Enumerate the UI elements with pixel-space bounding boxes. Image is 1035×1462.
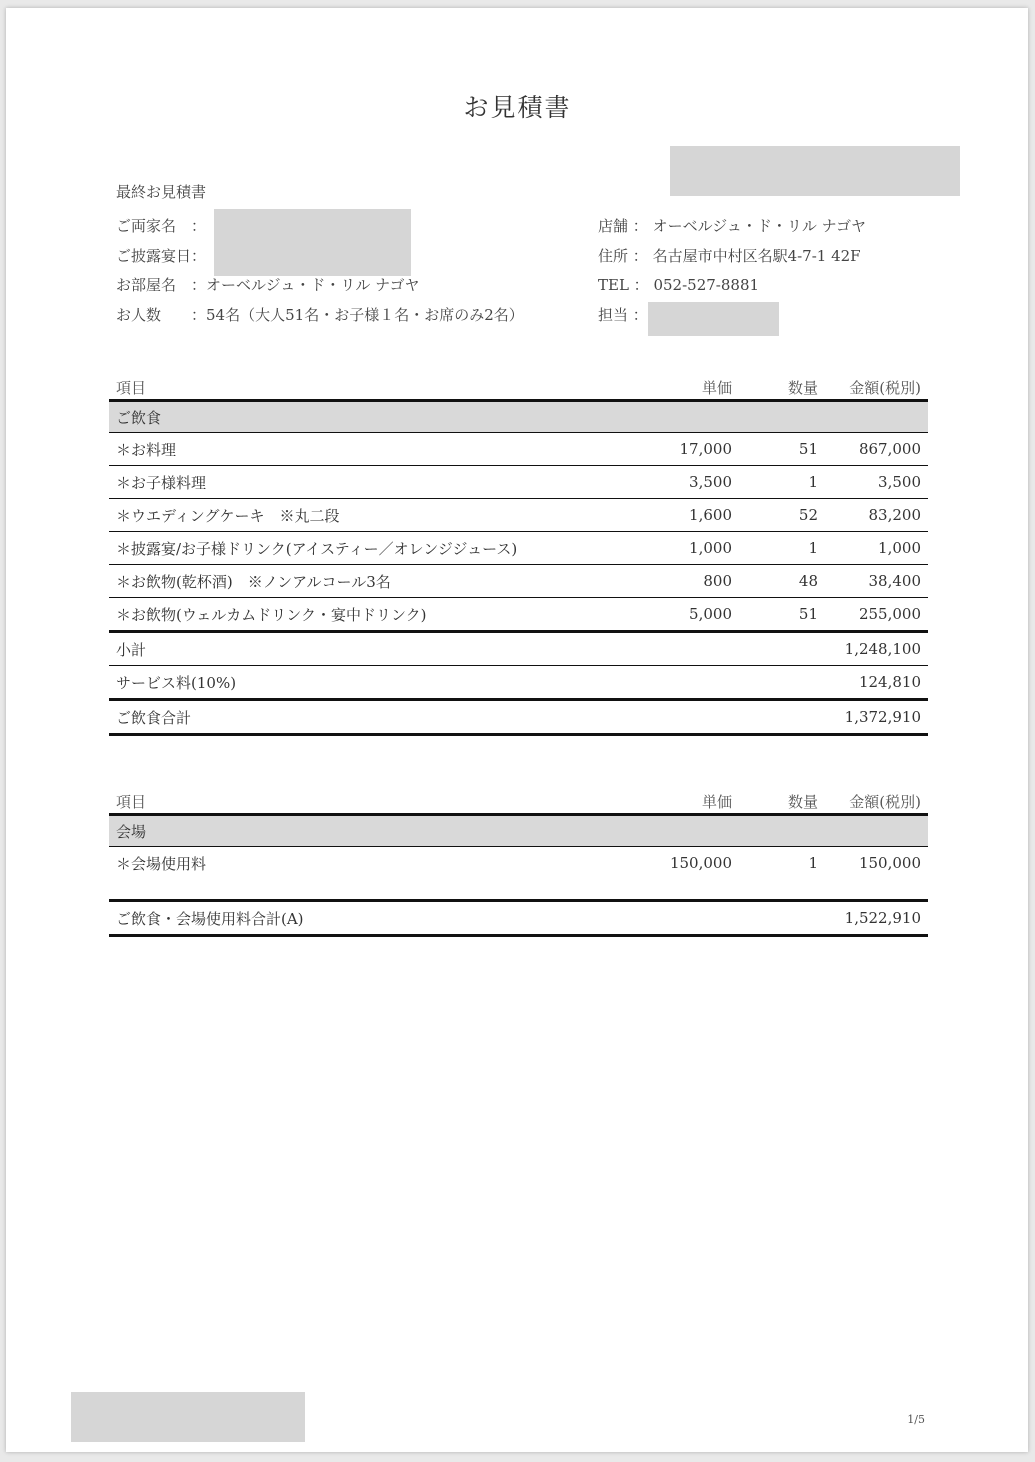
info-label: お人数 ： [116, 306, 207, 324]
header-quantity: 数量 [787, 793, 818, 811]
row-quantity: 48 [739, 565, 825, 598]
row-amount: 3,500 [825, 466, 928, 499]
info-value: 54名（大人51名・お子様１名・お席のみ2名） [206, 306, 524, 324]
redacted-block-bottom-left [71, 1392, 305, 1442]
row-item: ＊お子様料理 [109, 466, 653, 499]
header-item: 項目 [116, 379, 147, 397]
table-header-row [109, 376, 928, 401]
grand-total-amount: 1,522,910 [825, 901, 928, 936]
section-label: ご飲食 [109, 401, 928, 433]
redacted-family-and-date [214, 209, 411, 276]
page-number: 1/5 [907, 1413, 925, 1426]
info-reception-date [116, 245, 206, 266]
grand-total-row [109, 901, 928, 936]
row-item: ＊お飲物(乾杯酒) ※ノンアルコール3名 [109, 565, 653, 598]
info-staff [598, 304, 648, 325]
row-amount: 1,000 [825, 532, 928, 565]
section-row-food [109, 401, 928, 433]
row-item: ＊会場使用料 [116, 854, 207, 873]
info-value: オーベルジュ・ド・リル ナゴヤ [652, 217, 867, 235]
header-unit-price: 単価 [701, 379, 732, 397]
row-unit-price: 1,000 [653, 532, 739, 565]
info-value: オーベルジュ・ド・リル ナゴヤ [206, 276, 420, 294]
row-unit-price: 150,000 [669, 854, 732, 872]
table-row [109, 499, 928, 532]
table-row [109, 532, 928, 565]
section-label: 会場 [109, 815, 928, 847]
row-unit-price: 800 [653, 565, 739, 598]
header-quantity: 数量 [787, 379, 818, 397]
info-store [598, 215, 866, 236]
info-address [598, 245, 861, 266]
info-tel [598, 274, 759, 295]
info-family-name [116, 215, 206, 236]
subtotal-row [109, 632, 928, 666]
row-quantity: 52 [739, 499, 825, 532]
table-row [109, 565, 928, 598]
venue-estimate-table [109, 790, 928, 937]
row-quantity: 1 [739, 532, 825, 565]
row-amount: 867,000 [825, 433, 928, 466]
redacted-block-top-right [670, 146, 960, 196]
row-item: ＊ウエディングケーキ ※丸二段 [109, 499, 653, 532]
header-item: 項目 [116, 793, 147, 811]
info-label: 住所 ： [598, 247, 648, 265]
row-unit-price: 17,000 [653, 433, 739, 466]
table-row [109, 598, 928, 632]
redacted-staff-name [648, 302, 779, 336]
table-header-row [109, 790, 928, 815]
row-amount: 150,000 [858, 854, 921, 872]
food-total-amount: 1,372,910 [825, 700, 928, 735]
row-item: ＊披露宴/お子様ドリンク(アイスティー／オレンジジュース) [109, 532, 653, 565]
food-estimate-table [109, 376, 928, 736]
info-value: 052-527-8881 [653, 276, 760, 294]
row-unit-price: 3,500 [653, 466, 739, 499]
document-subtitle: 最終お見積書 [116, 183, 207, 201]
info-label: ご披露宴日： [116, 247, 207, 265]
subtotal-label: 小計 [109, 632, 653, 666]
row-quantity: 51 [739, 598, 825, 632]
row-amount: 38,400 [825, 565, 928, 598]
info-label: 担当 ： [598, 306, 648, 324]
section-row-venue [109, 815, 928, 847]
info-label: お部屋名 ： [116, 276, 207, 294]
header-unit-price: 単価 [701, 793, 732, 811]
row-unit-price: 5,000 [653, 598, 739, 632]
service-charge-label: サービス料(10%) [109, 666, 653, 700]
table-row [109, 847, 928, 880]
grand-total-label: ご飲食・会場使用料合計(A) [109, 901, 653, 936]
row-item: ＊お飲物(ウェルカムドリンク・宴中ドリンク) [109, 598, 653, 632]
info-label: ご両家名 ： [116, 217, 207, 235]
info-value: 名古屋市中村区名駅4-7-1 42F [652, 247, 861, 265]
row-item: ＊お料理 [109, 433, 653, 466]
food-total-label: ご飲食合計 [109, 700, 653, 735]
service-charge-row [109, 666, 928, 700]
table-row [109, 466, 928, 499]
row-quantity: 51 [739, 433, 825, 466]
info-guest-count [116, 304, 524, 325]
row-quantity: 1 [739, 466, 825, 499]
table-row [109, 433, 928, 466]
food-total-row [109, 700, 928, 735]
row-unit-price: 1,600 [653, 499, 739, 532]
info-label: 店舗 ： [598, 217, 648, 235]
row-quantity: 1 [808, 854, 818, 872]
info-room-name [116, 274, 420, 295]
document-title: お見積書 [463, 93, 572, 122]
row-amount: 255,000 [825, 598, 928, 632]
header-amount: 金額(税別) [849, 379, 921, 397]
subtotal-amount: 1,248,100 [825, 632, 928, 666]
header-amount: 金額(税別) [849, 793, 921, 811]
row-amount: 83,200 [825, 499, 928, 532]
spacer-row [109, 879, 928, 901]
info-label: TEL ： [598, 276, 649, 294]
service-charge-amount: 124,810 [825, 666, 928, 700]
